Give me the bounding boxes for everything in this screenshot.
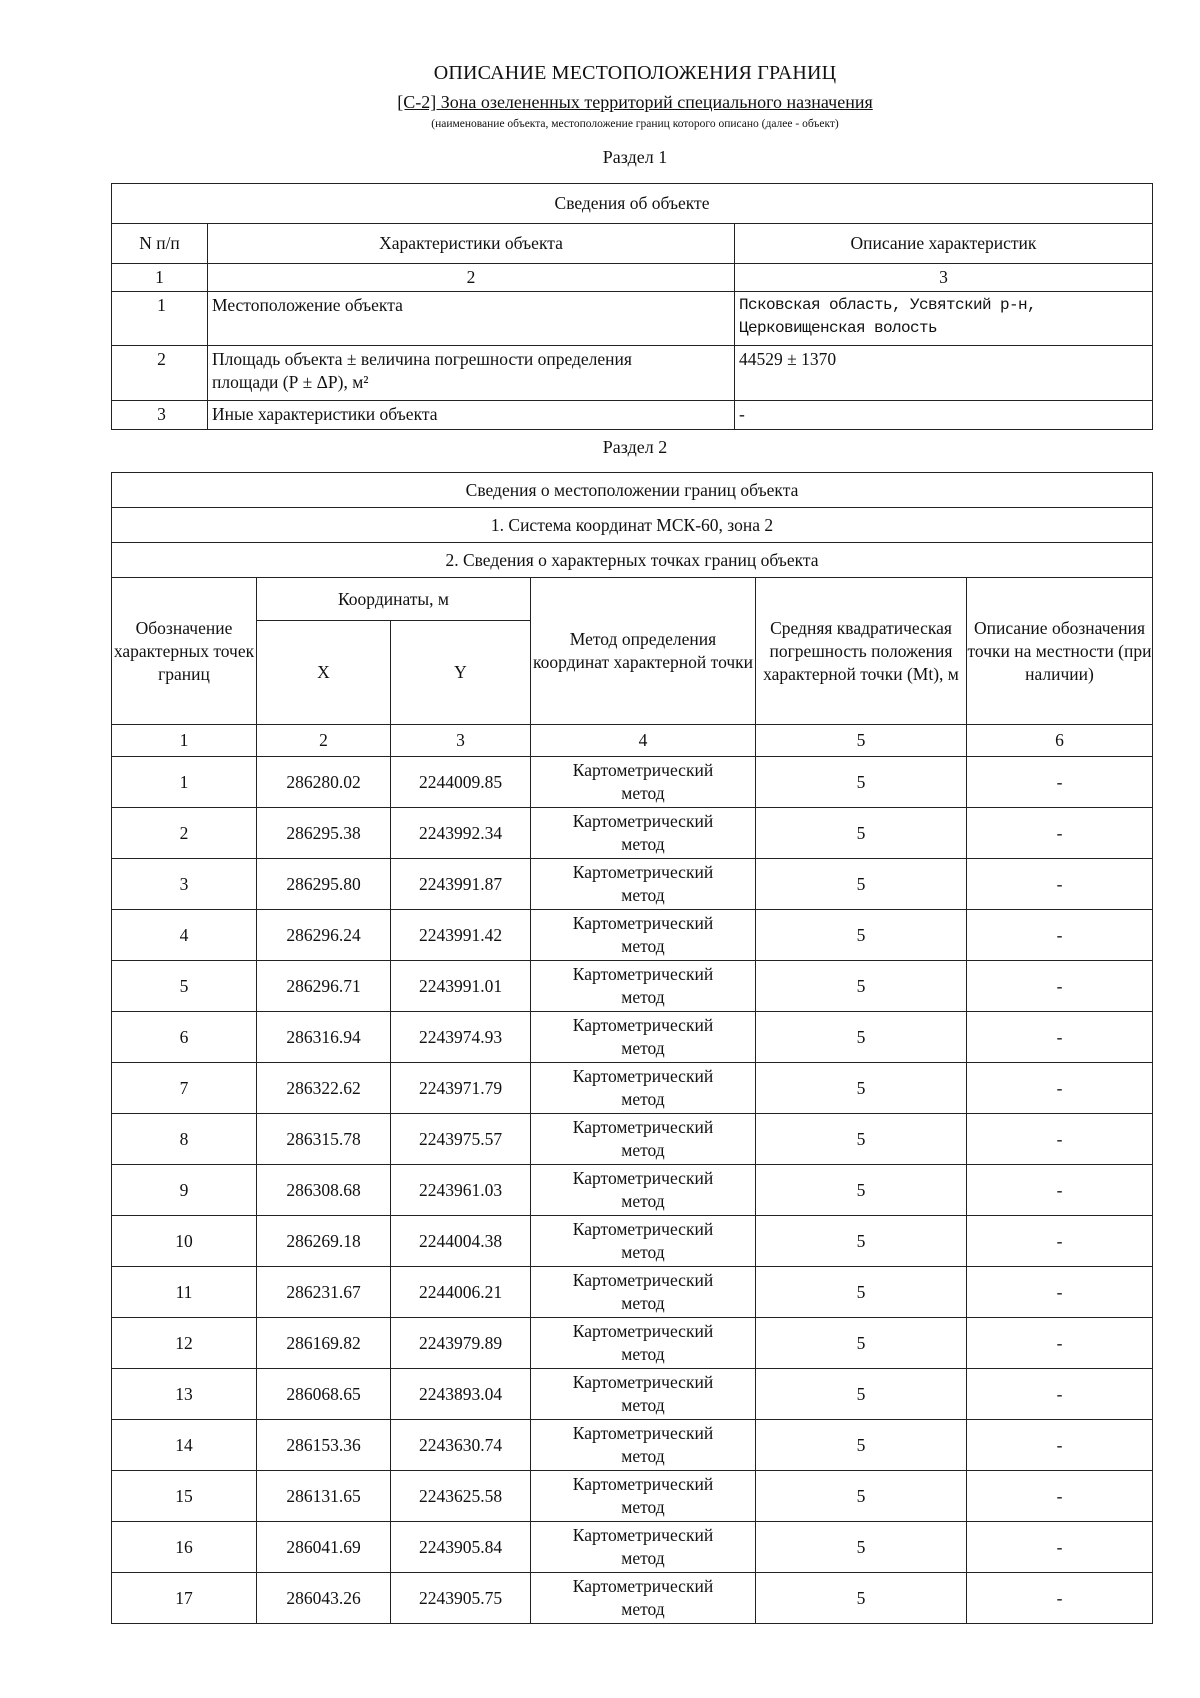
point-description: - xyxy=(967,757,1153,808)
point-method xyxy=(531,1216,756,1267)
method-line: Картометрический xyxy=(572,1525,714,1545)
col-header-num: N п/п xyxy=(112,224,208,264)
object-name-text: [С-2] Зона озелененных территорий специального назначения xyxy=(397,92,873,112)
point-method xyxy=(531,1165,756,1216)
point-id: 16 xyxy=(112,1522,257,1573)
point-id: 8 xyxy=(112,1114,257,1165)
point-error: 5 xyxy=(756,1267,967,1318)
row-characteristic: Местоположение объекта xyxy=(208,292,735,346)
point-id: 9 xyxy=(112,1165,257,1216)
point-y: 2243971.79 xyxy=(391,1063,531,1114)
col-number: 4 xyxy=(531,725,756,757)
table-row xyxy=(112,1573,1153,1624)
col-header-description: Описание характеристик xyxy=(735,224,1153,264)
col-number: 6 xyxy=(967,725,1153,757)
header-method: Метод определения координат характерной точки xyxy=(531,578,756,725)
point-x: 286169.82 xyxy=(257,1318,391,1369)
point-description: - xyxy=(967,1522,1153,1573)
table-row xyxy=(112,1318,1153,1369)
points-body xyxy=(112,757,1153,1624)
method-line: Картометрический xyxy=(572,913,714,933)
row-characteristic: Иные характеристики объекта xyxy=(208,401,735,430)
object-name-note: (наименование объекта, местоположение границ которого описано (далее - объект) xyxy=(431,118,839,130)
boundary-points-table xyxy=(111,472,1153,1624)
method-line: Картометрический xyxy=(572,1270,714,1290)
point-description: - xyxy=(967,1267,1153,1318)
table-row xyxy=(112,1165,1153,1216)
point-id: 12 xyxy=(112,1318,257,1369)
point-error: 5 xyxy=(756,1420,967,1471)
row-number: 3 xyxy=(112,401,208,430)
table-row xyxy=(112,1012,1153,1063)
point-error: 5 xyxy=(756,1318,967,1369)
point-id: 2 xyxy=(112,808,257,859)
header-y: Y xyxy=(391,621,531,725)
table-row xyxy=(112,1369,1153,1420)
point-y: 2244009.85 xyxy=(391,757,531,808)
point-description: - xyxy=(967,1420,1153,1471)
table-row xyxy=(112,961,1153,1012)
table-row xyxy=(112,910,1153,961)
col-number: 5 xyxy=(756,725,967,757)
point-error: 5 xyxy=(756,1216,967,1267)
point-id: 15 xyxy=(112,1471,257,1522)
table-row xyxy=(112,292,1153,346)
point-error: 5 xyxy=(756,1522,967,1573)
point-method xyxy=(531,961,756,1012)
row-characteristic xyxy=(208,346,735,401)
point-method xyxy=(531,1573,756,1624)
method-line: Картометрический xyxy=(572,1117,714,1137)
point-error: 5 xyxy=(756,808,967,859)
point-x: 286153.36 xyxy=(257,1420,391,1471)
point-description: - xyxy=(967,1573,1153,1624)
col-number: 2 xyxy=(208,264,735,292)
method-line: метод xyxy=(621,783,665,803)
point-method xyxy=(531,808,756,859)
method-line: метод xyxy=(621,1395,665,1415)
point-y: 2243974.93 xyxy=(391,1012,531,1063)
point-error: 5 xyxy=(756,1063,967,1114)
point-y: 2243961.03 xyxy=(391,1165,531,1216)
point-x: 286280.02 xyxy=(257,757,391,808)
point-y: 2243991.87 xyxy=(391,859,531,910)
point-x: 286308.68 xyxy=(257,1165,391,1216)
section1-label: Раздел 1 xyxy=(602,147,668,167)
method-line: метод xyxy=(621,885,665,905)
point-method xyxy=(531,1267,756,1318)
points-title: 2. Сведения о характерных точках границ объекта xyxy=(112,543,1153,578)
point-y: 2243905.84 xyxy=(391,1522,531,1573)
table-row xyxy=(112,346,1153,401)
area-line: площади (Р ± ΔР), м² xyxy=(212,372,369,392)
method-line: Картометрический xyxy=(572,1423,714,1443)
point-id: 13 xyxy=(112,1369,257,1420)
point-method xyxy=(531,1369,756,1420)
method-line: метод xyxy=(621,936,665,956)
row-description xyxy=(735,292,1153,346)
header-x: X xyxy=(257,621,391,725)
point-y: 2243893.04 xyxy=(391,1369,531,1420)
point-error: 5 xyxy=(756,1471,967,1522)
method-line: Картометрический xyxy=(572,1372,714,1392)
point-x: 286316.94 xyxy=(257,1012,391,1063)
location-line: Псковская область, Усвятский р-н, xyxy=(739,296,1037,314)
point-description: - xyxy=(967,1318,1153,1369)
point-y: 2244004.38 xyxy=(391,1216,531,1267)
point-error: 5 xyxy=(756,1573,967,1624)
point-method xyxy=(531,1522,756,1573)
point-description: - xyxy=(967,910,1153,961)
header-error: Средняя квадратическая погрешность положения характерной точки (Mt), м xyxy=(756,578,967,725)
point-y: 2243630.74 xyxy=(391,1420,531,1471)
point-id: 3 xyxy=(112,859,257,910)
point-description: - xyxy=(967,1369,1153,1420)
header-designation: Обозначение характерных точек границ xyxy=(112,578,257,725)
method-line: метод xyxy=(621,1446,665,1466)
point-id: 4 xyxy=(112,910,257,961)
table-row xyxy=(112,859,1153,910)
method-line: метод xyxy=(621,1038,665,1058)
table-row xyxy=(112,1063,1153,1114)
point-id: 10 xyxy=(112,1216,257,1267)
table-row xyxy=(112,808,1153,859)
col-number: 3 xyxy=(391,725,531,757)
method-line: метод xyxy=(621,1293,665,1313)
table-row xyxy=(112,1267,1153,1318)
point-y: 2244006.21 xyxy=(391,1267,531,1318)
method-line: Картометрический xyxy=(572,1576,714,1596)
object-info-title: Сведения об объекте xyxy=(112,184,1153,224)
object-name xyxy=(0,92,1200,113)
point-error: 5 xyxy=(756,1012,967,1063)
point-id: 11 xyxy=(112,1267,257,1318)
section2-label: Раздел 2 xyxy=(602,437,668,457)
point-x: 286295.80 xyxy=(257,859,391,910)
point-description: - xyxy=(967,808,1153,859)
point-error: 5 xyxy=(756,1165,967,1216)
coordinate-system: 1. Система координат МСК-60, зона 2 xyxy=(112,508,1153,543)
point-method xyxy=(531,1012,756,1063)
point-description: - xyxy=(967,1063,1153,1114)
point-method xyxy=(531,757,756,808)
header-description: Описание обозначения точки на местности (при наличии) xyxy=(967,578,1153,725)
point-id: 7 xyxy=(112,1063,257,1114)
point-y: 2243992.34 xyxy=(391,808,531,859)
point-x: 286131.65 xyxy=(257,1471,391,1522)
point-y: 2243905.75 xyxy=(391,1573,531,1624)
method-line: метод xyxy=(621,834,665,854)
point-error: 5 xyxy=(756,1114,967,1165)
method-line: метод xyxy=(621,1548,665,1568)
col-number: 1 xyxy=(112,264,208,292)
point-id: 6 xyxy=(112,1012,257,1063)
col-header-characteristic: Характеристики объекта xyxy=(208,224,735,264)
point-method xyxy=(531,1420,756,1471)
point-error: 5 xyxy=(756,1369,967,1420)
point-method xyxy=(531,859,756,910)
method-line: Картометрический xyxy=(572,1219,714,1239)
point-method xyxy=(531,1471,756,1522)
point-id: 5 xyxy=(112,961,257,1012)
method-line: Картометрический xyxy=(572,862,714,882)
header-coordinates: Координаты, м xyxy=(257,578,531,621)
method-line: метод xyxy=(621,1599,665,1619)
point-y: 2243991.01 xyxy=(391,961,531,1012)
point-description: - xyxy=(967,1012,1153,1063)
table-row xyxy=(112,1420,1153,1471)
method-line: Картометрический xyxy=(572,811,714,831)
method-line: метод xyxy=(621,1242,665,1262)
point-y: 2243979.89 xyxy=(391,1318,531,1369)
point-method xyxy=(531,1063,756,1114)
boundary-table-title: Сведения о местоположении границ объекта xyxy=(112,473,1153,508)
method-line: Картометрический xyxy=(572,1168,714,1188)
method-line: Картометрический xyxy=(572,760,714,780)
point-x: 286296.71 xyxy=(257,961,391,1012)
point-x: 286315.78 xyxy=(257,1114,391,1165)
point-error: 5 xyxy=(756,859,967,910)
location-line: Церковищенская волость xyxy=(739,319,938,337)
point-y: 2243991.42 xyxy=(391,910,531,961)
point-x: 286043.26 xyxy=(257,1573,391,1624)
point-x: 286295.38 xyxy=(257,808,391,859)
point-method xyxy=(531,1318,756,1369)
method-line: метод xyxy=(621,1497,665,1517)
table-row xyxy=(112,757,1153,808)
row-number: 2 xyxy=(112,346,208,401)
col-number: 2 xyxy=(257,725,391,757)
row-description: 44529 ± 1370 xyxy=(735,346,1153,401)
method-line: Картометрический xyxy=(572,1015,714,1035)
point-id: 17 xyxy=(112,1573,257,1624)
point-description: - xyxy=(967,1471,1153,1522)
method-line: Картометрический xyxy=(572,1066,714,1086)
row-description: - xyxy=(735,401,1153,430)
method-line: Картометрический xyxy=(572,1474,714,1494)
col-number: 1 xyxy=(112,725,257,757)
method-line: метод xyxy=(621,1191,665,1211)
point-error: 5 xyxy=(756,910,967,961)
point-x: 286041.69 xyxy=(257,1522,391,1573)
point-x: 286269.18 xyxy=(257,1216,391,1267)
point-description: - xyxy=(967,1216,1153,1267)
point-x: 286068.65 xyxy=(257,1369,391,1420)
method-line: метод xyxy=(621,1140,665,1160)
page-title: ОПИСАНИЕ МЕСТОПОЛОЖЕНИЯ ГРАНИЦ xyxy=(433,62,837,84)
table-row xyxy=(112,1114,1153,1165)
method-line: метод xyxy=(621,1089,665,1109)
point-x: 286231.67 xyxy=(257,1267,391,1318)
point-description: - xyxy=(967,961,1153,1012)
row-number: 1 xyxy=(112,292,208,346)
point-description: - xyxy=(967,859,1153,910)
point-description: - xyxy=(967,1114,1153,1165)
method-line: метод xyxy=(621,1344,665,1364)
point-error: 5 xyxy=(756,961,967,1012)
point-id: 14 xyxy=(112,1420,257,1471)
table-row xyxy=(112,1216,1153,1267)
col-number: 3 xyxy=(735,264,1153,292)
point-method xyxy=(531,910,756,961)
area-line: Площадь объекта ± величина погрешности определения xyxy=(212,349,632,369)
point-description: - xyxy=(967,1165,1153,1216)
table-row xyxy=(112,1471,1153,1522)
point-id: 1 xyxy=(112,757,257,808)
table-row xyxy=(112,1522,1153,1573)
method-line: Картометрический xyxy=(572,964,714,984)
point-method xyxy=(531,1114,756,1165)
point-y: 2243625.58 xyxy=(391,1471,531,1522)
method-line: Картометрический xyxy=(572,1321,714,1341)
point-error: 5 xyxy=(756,757,967,808)
method-line: метод xyxy=(621,987,665,1007)
point-x: 286322.62 xyxy=(257,1063,391,1114)
table-row xyxy=(112,401,1153,430)
point-x: 286296.24 xyxy=(257,910,391,961)
point-y: 2243975.57 xyxy=(391,1114,531,1165)
object-info-table xyxy=(111,183,1153,430)
